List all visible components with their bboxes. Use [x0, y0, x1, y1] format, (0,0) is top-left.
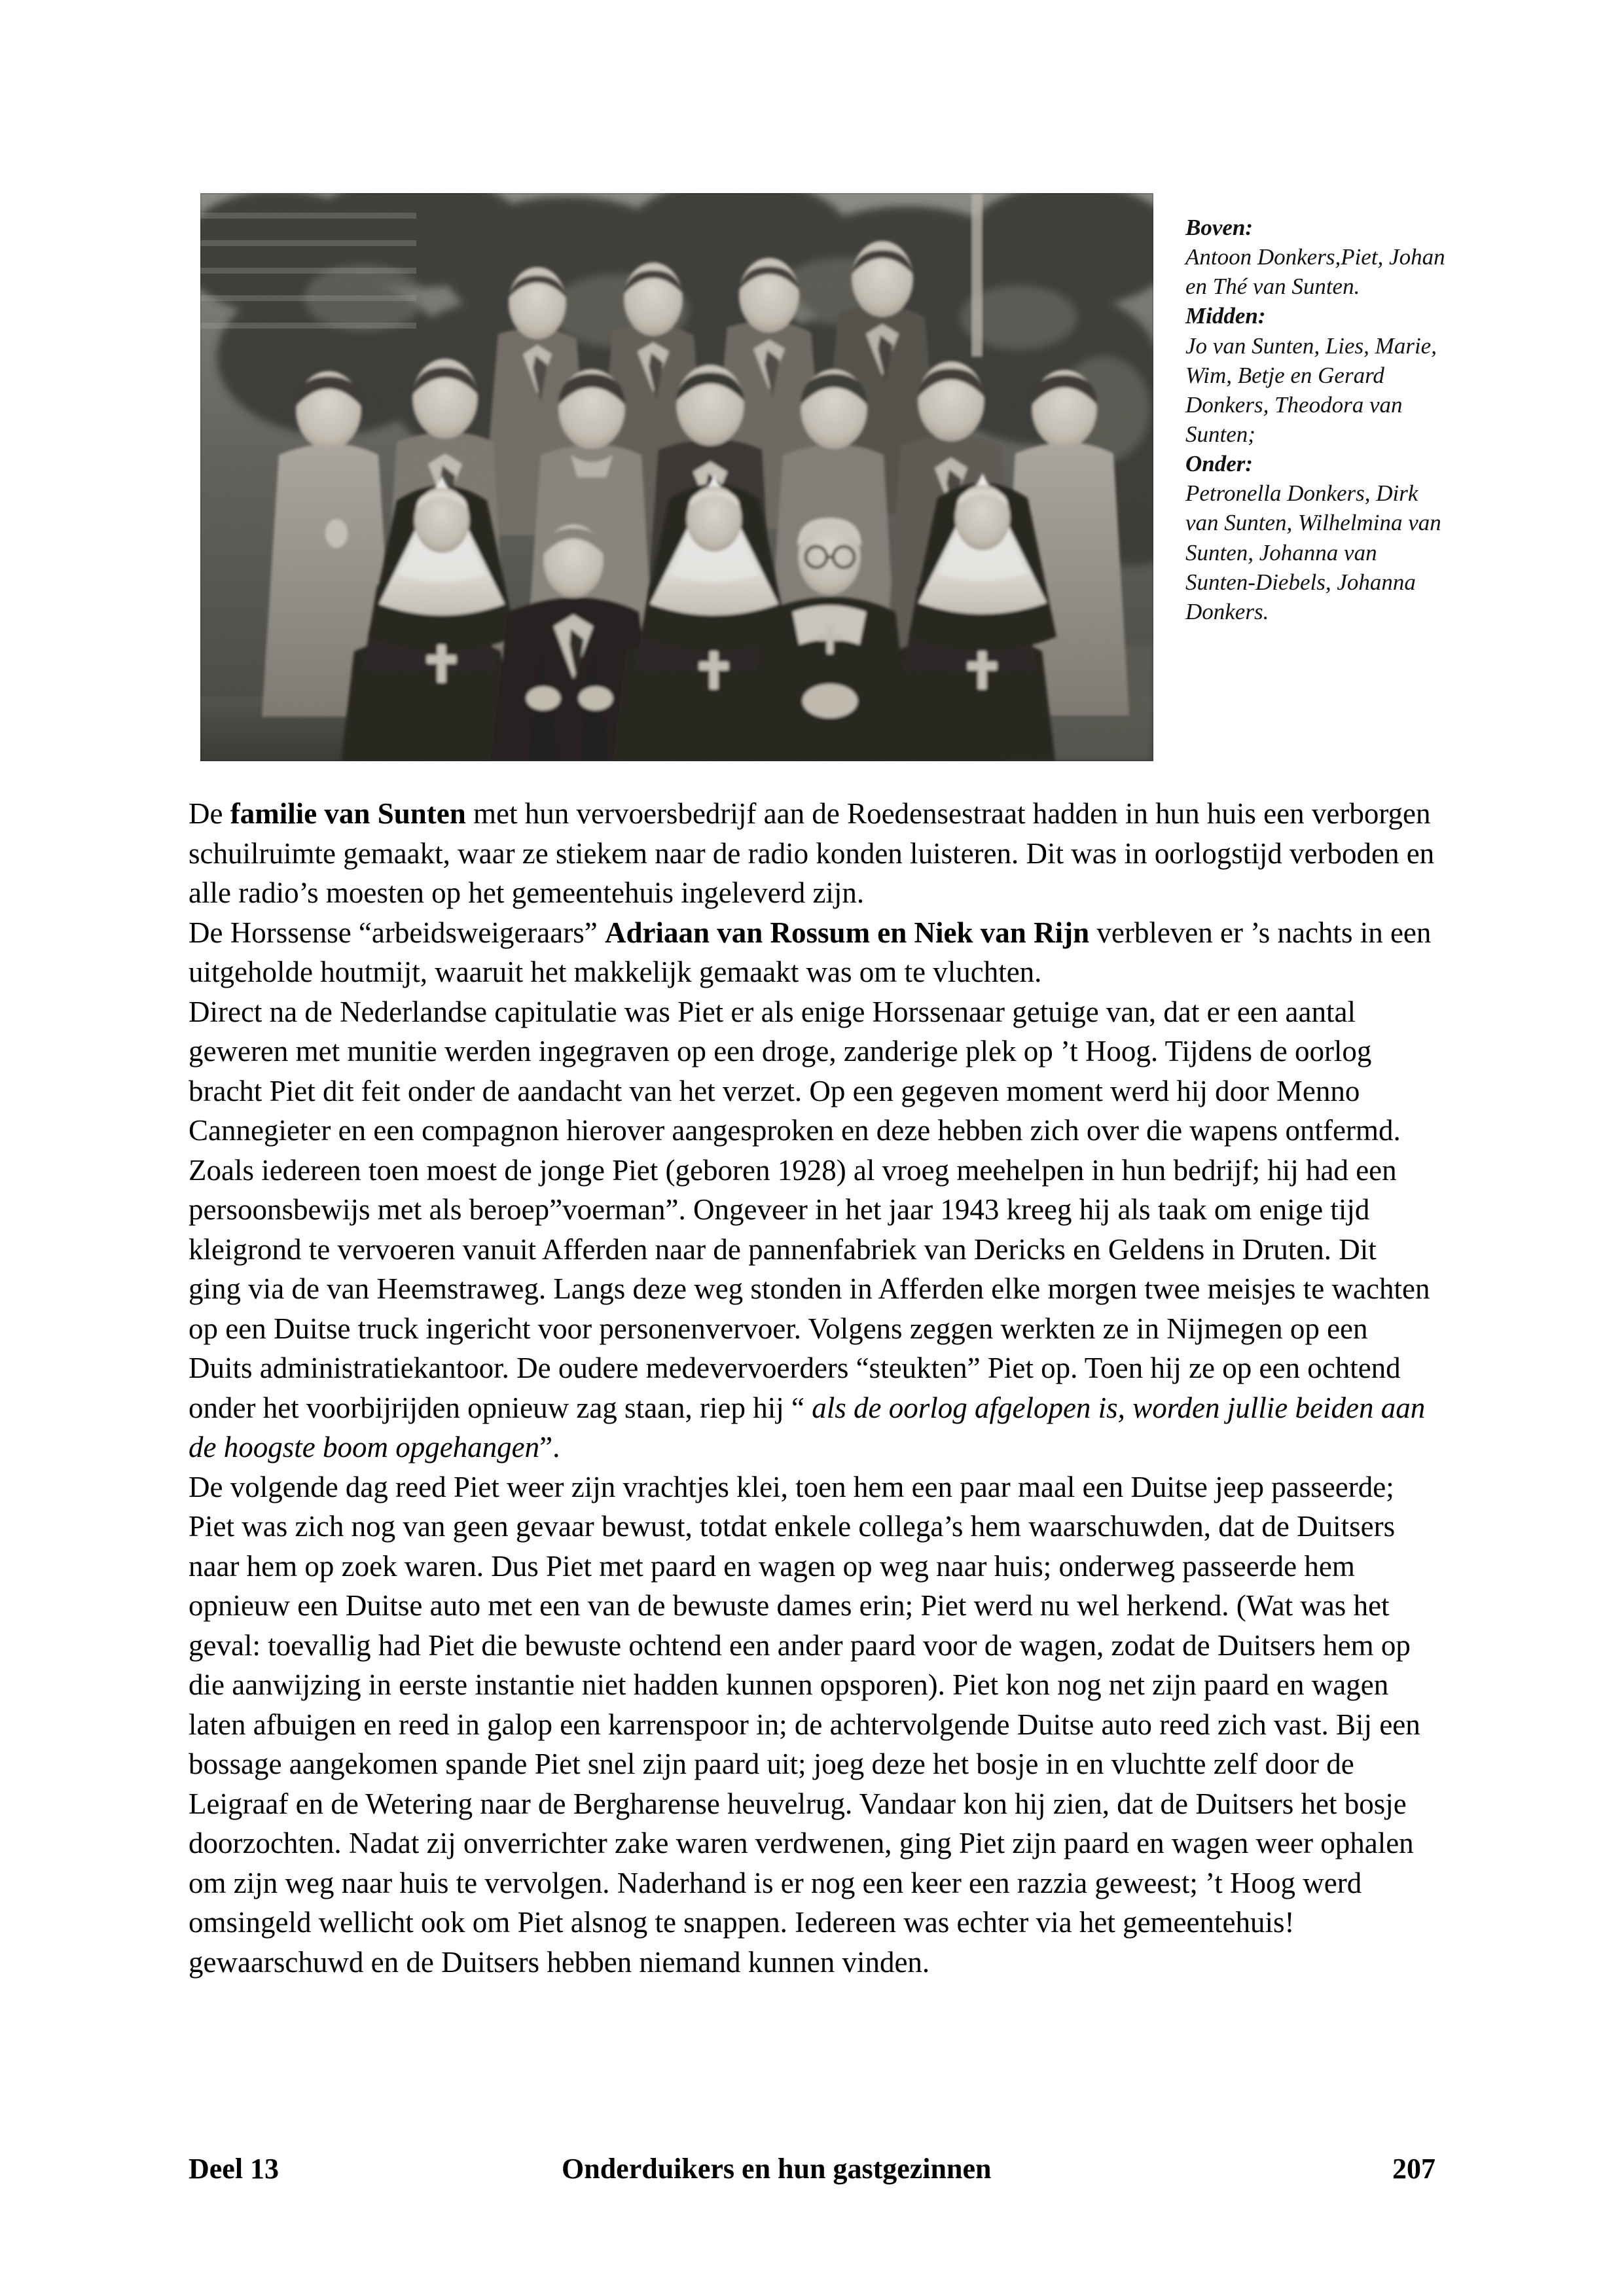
p1-bold-family-name: familie van Sunten — [230, 797, 466, 830]
paragraph-3: Direct na de Nederlandse capitulatie was Piet er als enige Horssenaar getuige van, dat er een aantal geweren met munitie werden ingegraven op een droge, zanderige plek op ’t Hoog. Tijdens de oorlog bracht Piet dit feit onder de aandacht van het verzet. Op een gegeven moment werd hij door Menno Cannegieter en een compagnon hierover aangesproken en deze hebben zich over die wapens ontfermd. — [189, 995, 1401, 1147]
caption-row-bottom-label — [1185, 449, 1447, 478]
footer-part-label: Deel 13 — [189, 2153, 280, 2185]
caption-label-boven: Boven: — [1185, 215, 1254, 240]
caption-row-middle-names: Jo van Sunten, Lies, Marie, Wim, Betje en Gerard Donkers, Theodora van Sunten; — [1185, 332, 1437, 447]
article-body — [189, 794, 1435, 1982]
p2-text-b: verbleven er ’s nachts in een uitgeholde houtmijt, waaruit het makkelijk gemaakt was om te vluchten. — [189, 916, 1432, 988]
p4-text: Zoals iedereen toen moest de jonge Piet (geboren 1928) al vroeg meehelpen in hun bedrijf; hij had een persoonsbewijs met als beroep”voerman”. Ongeveer in het jaar 1943 kreeg hij als taak om enige tijd kleigrond te vervoeren vanuit Afferden naar de pannenfabriek van Dericks en Geldens in Druten. Dit ging via de van Heemstraweg. Langs deze weg stonden in Afferden elke morgen twee meisjes te wachten op een Duitse truck ingericht voor personenvervoer. Volgens zeggen werkten ze in Nijmegen op een Duits administratiekantoor. De oudere medevervoerders “steukten” Piet op. Toen hij ze op een ochtend onder het voorbijrijden opnieuw zag staan, riep hij “ — [189, 1153, 1430, 1424]
caption-row-middle-label — [1185, 301, 1447, 331]
caption-row-bottom-names: Petronella Donkers, Dirk van Sunten, Wilhelmina van Sunten, Johanna van Sunten-Diebels, Johanna Donkers. — [1185, 480, 1441, 624]
photograph-rendering — [200, 193, 1153, 761]
page-footer — [189, 2152, 1435, 2185]
caption-row-top-names: Antoon Donkers,Piet, Johan en Thé van Sunten. — [1185, 244, 1445, 300]
caption-label-onder: Onder: — [1185, 451, 1254, 477]
p4-quote-italic: als de oorlog afgelopen is, worden jullie beiden aan de hoogste boom opgehangen — [189, 1391, 1426, 1463]
p2-bold-names: Adriaan van Rossum en Niek van Rijn — [604, 916, 1090, 949]
footer-page-number: 207 — [1392, 2153, 1435, 2185]
p1-text-b: met hun vervoersbedrijf aan de Roedensestraat hadden in hun huis een verborgen schuilruimte gemaakt, waar ze stiekem naar de radio konden luisteren. Dit was in oorlogstijd verboden en alle radio’s moesten op het gemeentehuis ingeleverd zijn. — [189, 797, 1435, 909]
footer-chapter-title: Onderduikers en hun gastgezinnen — [562, 2153, 992, 2185]
p4-text-end: ”. — [539, 1431, 560, 1463]
p2-text-a: De Horssense “arbeidsweigeraars” — [189, 916, 605, 949]
caption-label-midden: Midden: — [1185, 303, 1266, 329]
caption-row-top-label — [1185, 213, 1447, 242]
photo-caption — [1185, 213, 1447, 626]
paragraph-5: De volgende dag reed Piet weer zijn vrachtjes klei, toen hem een paar maal een Duitse jeep passeerde; Piet was zich nog van geen gevaar bewust, totdat enkele collega’s hem waarschuwden, dat de Duitsers naar hem op zoek waren. Dus Piet met paard en wagen op weg naar huis; onderweg passeerde hem opnieuw een Duitse auto met een van de bewuste dames erin; Piet werd nu wel herkend. (Wat was het geval: toevallig had Piet die bewuste ochtend een ander paard voor de wagen, zodat de Duitsers hem op die aanwijzing in eerste instantie niet hadden kunnen opsporen). Piet kon nog net zijn paard en wagen laten afbuigen en reed in galop een karrenspoor in; de achtervolgende Duitse auto reed zich vast. Bij een bossage aangekomen spande Piet snel zijn paard uit; joeg deze het bosje in en vluchtte zelf door de Leigraaf en de Wetering naar de Bergharense heuvelrug. Vandaar kon hij zien, dat de Duitsers het bosje doorzochten. Nadat zij onverrichter zake waren verdwenen, ging Piet zijn paard en wagen weer ophalen om zijn weg naar huis te vervolgen. Naderhand is er nog een keer een razzia geweest; ’t Hoog werd omsingeld wellicht ook om Piet alsnog te snappen. Iedereen was echter via het gemeentehuis! gewaarschuwd en de Duitsers hebben niemand kunnen vinden. — [189, 1470, 1420, 1979]
paragraph-4 — [189, 1151, 1435, 1467]
paragraph-1 — [189, 794, 1435, 913]
paragraph-2 — [189, 913, 1435, 992]
p1-text-a: De — [189, 797, 230, 830]
family-group-photograph — [200, 193, 1153, 761]
photo-and-caption-block — [200, 193, 1444, 769]
